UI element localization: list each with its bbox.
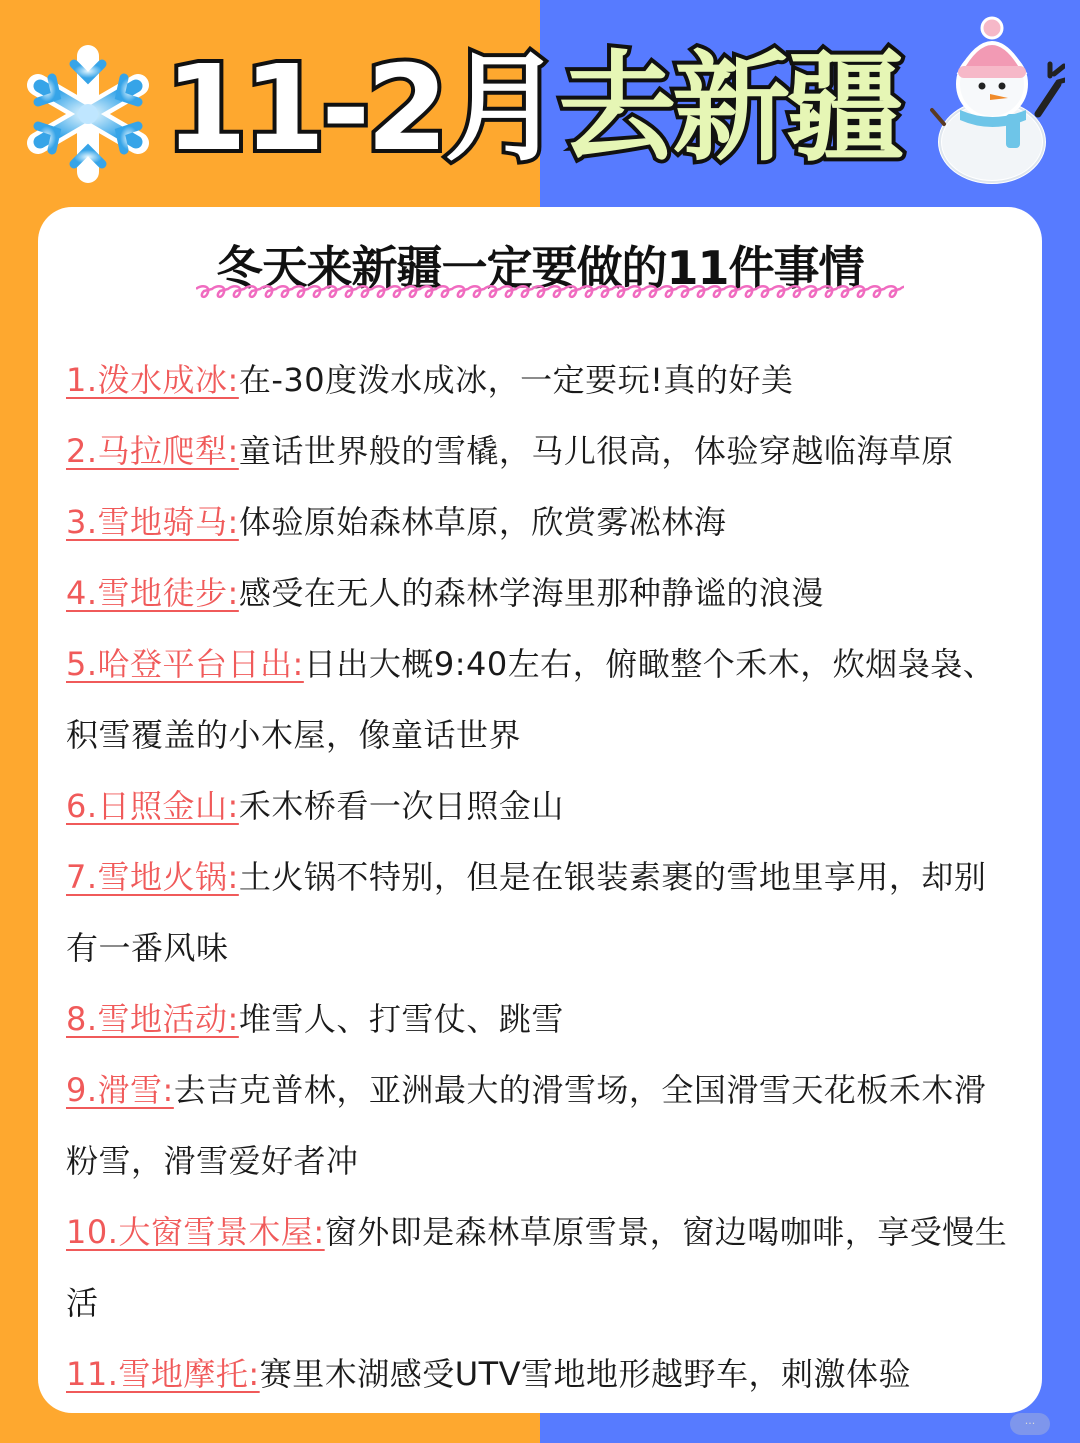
list-item: [66, 1339, 1016, 1410]
list-item: [66, 1055, 1016, 1197]
list-item-label: 2.马拉爬犁:: [66, 432, 239, 470]
list-item-label: 6.日照金山:: [66, 787, 239, 825]
list-item-text: 去吉克普林，亚洲最大的滑雪场，全国滑雪天花板禾木滑粉雪，滑雪爱好者冲: [66, 1071, 987, 1180]
list-item: [66, 558, 1016, 629]
header: [0, 0, 1080, 200]
list-item-label: 8.雪地活动:: [66, 1000, 239, 1038]
list-item: [66, 771, 1016, 842]
things-to-do-list: [66, 345, 1016, 1410]
list-item-label: 5.哈登平台日出:: [66, 645, 304, 683]
list-item: [66, 842, 1016, 984]
list-item-label: 9.滑雪:: [66, 1071, 174, 1109]
title-destination: 去新疆: [558, 39, 901, 177]
list-item-text: 日出大概9:40左右，俯瞰整个禾木，炊烟袅袅、积雪覆盖的小木屋，像童话世界: [66, 645, 996, 754]
list-item: [66, 487, 1016, 558]
list-item-label: 10.大窗雪景木屋:: [66, 1213, 325, 1251]
page-title: [165, 38, 900, 178]
list-item-text: 体验原始森林草原，欣赏雾凇林海: [238, 503, 727, 541]
list-item-label: 11.雪地摩托:: [66, 1355, 260, 1393]
snowman-icon: [930, 14, 1065, 184]
watermark-badge: ···: [1010, 1413, 1050, 1435]
list-item-text: 童话世界般的雪橇，马儿很高，体验穿越临海草原: [238, 432, 954, 470]
list-item: [66, 416, 1016, 487]
list-item: [66, 629, 1016, 771]
list-item-label: 4.雪地徒步:: [66, 574, 239, 612]
list-item-text: 赛里木湖感受UTV雪地地形越野车，刺激体验: [259, 1355, 912, 1393]
list-item-text: 在-30度泼水成冰，一定要玩!真的好美: [238, 361, 794, 399]
list-item-text: 窗外即是森林草原雪景，窗边喝咖啡，享受慢生活: [66, 1213, 1008, 1322]
list-item-label: 3.雪地骑马:: [66, 503, 239, 541]
list-item-label: 1.泼水成冰:: [66, 361, 239, 399]
list-item-text: 堆雪人、打雪仗、跳雪: [238, 1000, 564, 1038]
title-months: 11-2月: [165, 39, 559, 177]
wave-underline: [196, 283, 904, 301]
list-item-text: 感受在无人的森林学海里那种静谧的浪漫: [238, 574, 824, 612]
list-item-text: 土火锅不特别，但是在银装素裹的雪地里享用，却别有一番风味: [66, 858, 987, 967]
list-item: [66, 984, 1016, 1055]
snowflake-icon: [14, 40, 162, 188]
list-item: [66, 1197, 1016, 1339]
list-item-text: 禾木桥看一次日照金山: [238, 787, 564, 825]
list-item-label: 7.雪地火锅:: [66, 858, 239, 896]
card-subtitle: 冬天来新疆一定要做的11件事情: [216, 241, 864, 295]
list-item: [66, 345, 1016, 416]
